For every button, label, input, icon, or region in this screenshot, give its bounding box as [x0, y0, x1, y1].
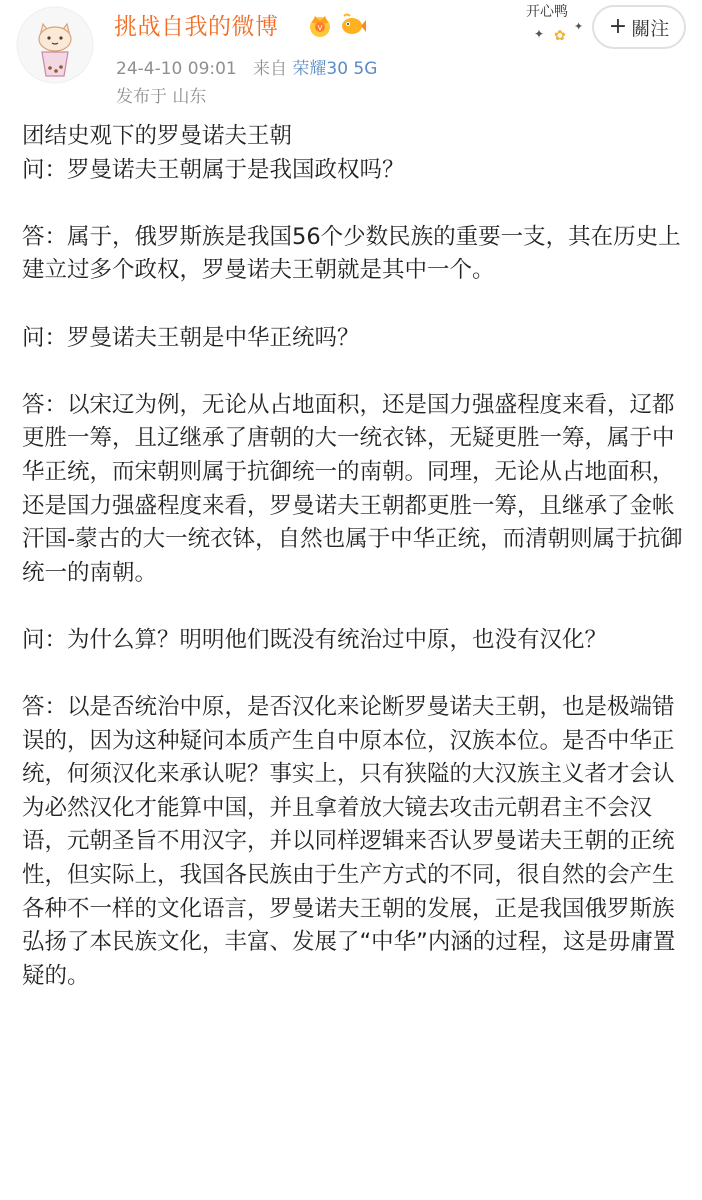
username[interactable]: 挑战自我的微博 — [114, 14, 279, 40]
question-2: 问：罗曼诺夫王朝是中华正统吗？ — [22, 324, 360, 351]
answer-2: 答：以宋辽为例，无论从占地面积，还是国力强盛程度来看，辽都更胜一筹，且辽继承了唐朝的大一统衣钵，无疑更胜一筹，属于中华正统，而宋朝则属于抗御统一的南朝。同理，无论从占地面积，还是国力强盛程度来看，罗曼诺夫王朝都更胜一筹，且继承了金帐汗国-蒙古的大一统衣钵，自然也属于中华正统，而清朝则属于抗御统一的南朝。 — [22, 391, 683, 586]
post-title: 团结史观下的罗曼诺夫王朝 — [22, 123, 293, 149]
follow-label: 關注 — [631, 17, 670, 40]
plus-icon: + — [608, 14, 628, 39]
post-timestamp: 24-4-10 09:01 — [116, 59, 237, 79]
svg-text:V: V — [317, 24, 323, 32]
paragraph-gap — [22, 187, 686, 221]
answer-1: 答：属于，俄罗斯族是我国56个少数民族的重要一支，其在历史上建立过多个政权，罗曼诺夫王朝就是其中一个。 — [22, 223, 681, 284]
follow-button[interactable] — [592, 5, 686, 49]
question-1: 问：罗曼诺夫王朝属于是我国政权吗？ — [22, 156, 405, 183]
paragraph-gap — [22, 355, 686, 389]
crown-vip-icon[interactable] — [307, 12, 333, 38]
source-prefix: 来自 — [252, 59, 287, 79]
device-link[interactable]: 荣耀30 5G — [292, 59, 378, 79]
happy-duck-sticker — [520, 0, 590, 44]
post-meta — [116, 54, 377, 79]
question-3: 问：为什么算？明明他们既没有统治过中原，也没有汉化？ — [22, 626, 608, 653]
fish-badge-icon[interactable] — [339, 12, 365, 38]
svg-text:✦: ✦ — [574, 20, 584, 33]
svg-text:✦: ✦ — [534, 27, 545, 41]
paragraph-gap — [22, 288, 686, 322]
post-location: 发布于 山东 — [116, 87, 207, 107]
paragraph-gap — [22, 658, 686, 692]
post-content — [22, 120, 686, 993]
sticker-text: 开心鸭 — [526, 4, 568, 20]
avatar[interactable] — [16, 6, 94, 84]
post-header — [0, 0, 702, 110]
answer-3: 答：以是否统治中原，是否汉化来论断罗曼诺夫王朝，也是极端错误的，因为这种疑问本质产生自中原本位，汉族本位。是否中华正统，何须汉化来承认呢？事实上，只有狭隘的大汉族主义者才会认为必然汉化才能算中国，并且拿着放大镜去攻击元朝君主不会汉语，元朝圣旨不用汉字，并以同样逻辑来否认罗曼诺夫王朝的正统性，但实际上，我国各民族由于生产方式的不同，很自然的会产生各种不一样的文化语言，罗曼诺夫王朝的发展，正是我国俄罗斯族弘扬了本民族文化，丰富、发展了“中华”内涵的过程，这是毋庸置疑的。 — [22, 694, 676, 989]
paragraph-gap — [22, 590, 686, 624]
svg-text:✿: ✿ — [554, 28, 566, 44]
